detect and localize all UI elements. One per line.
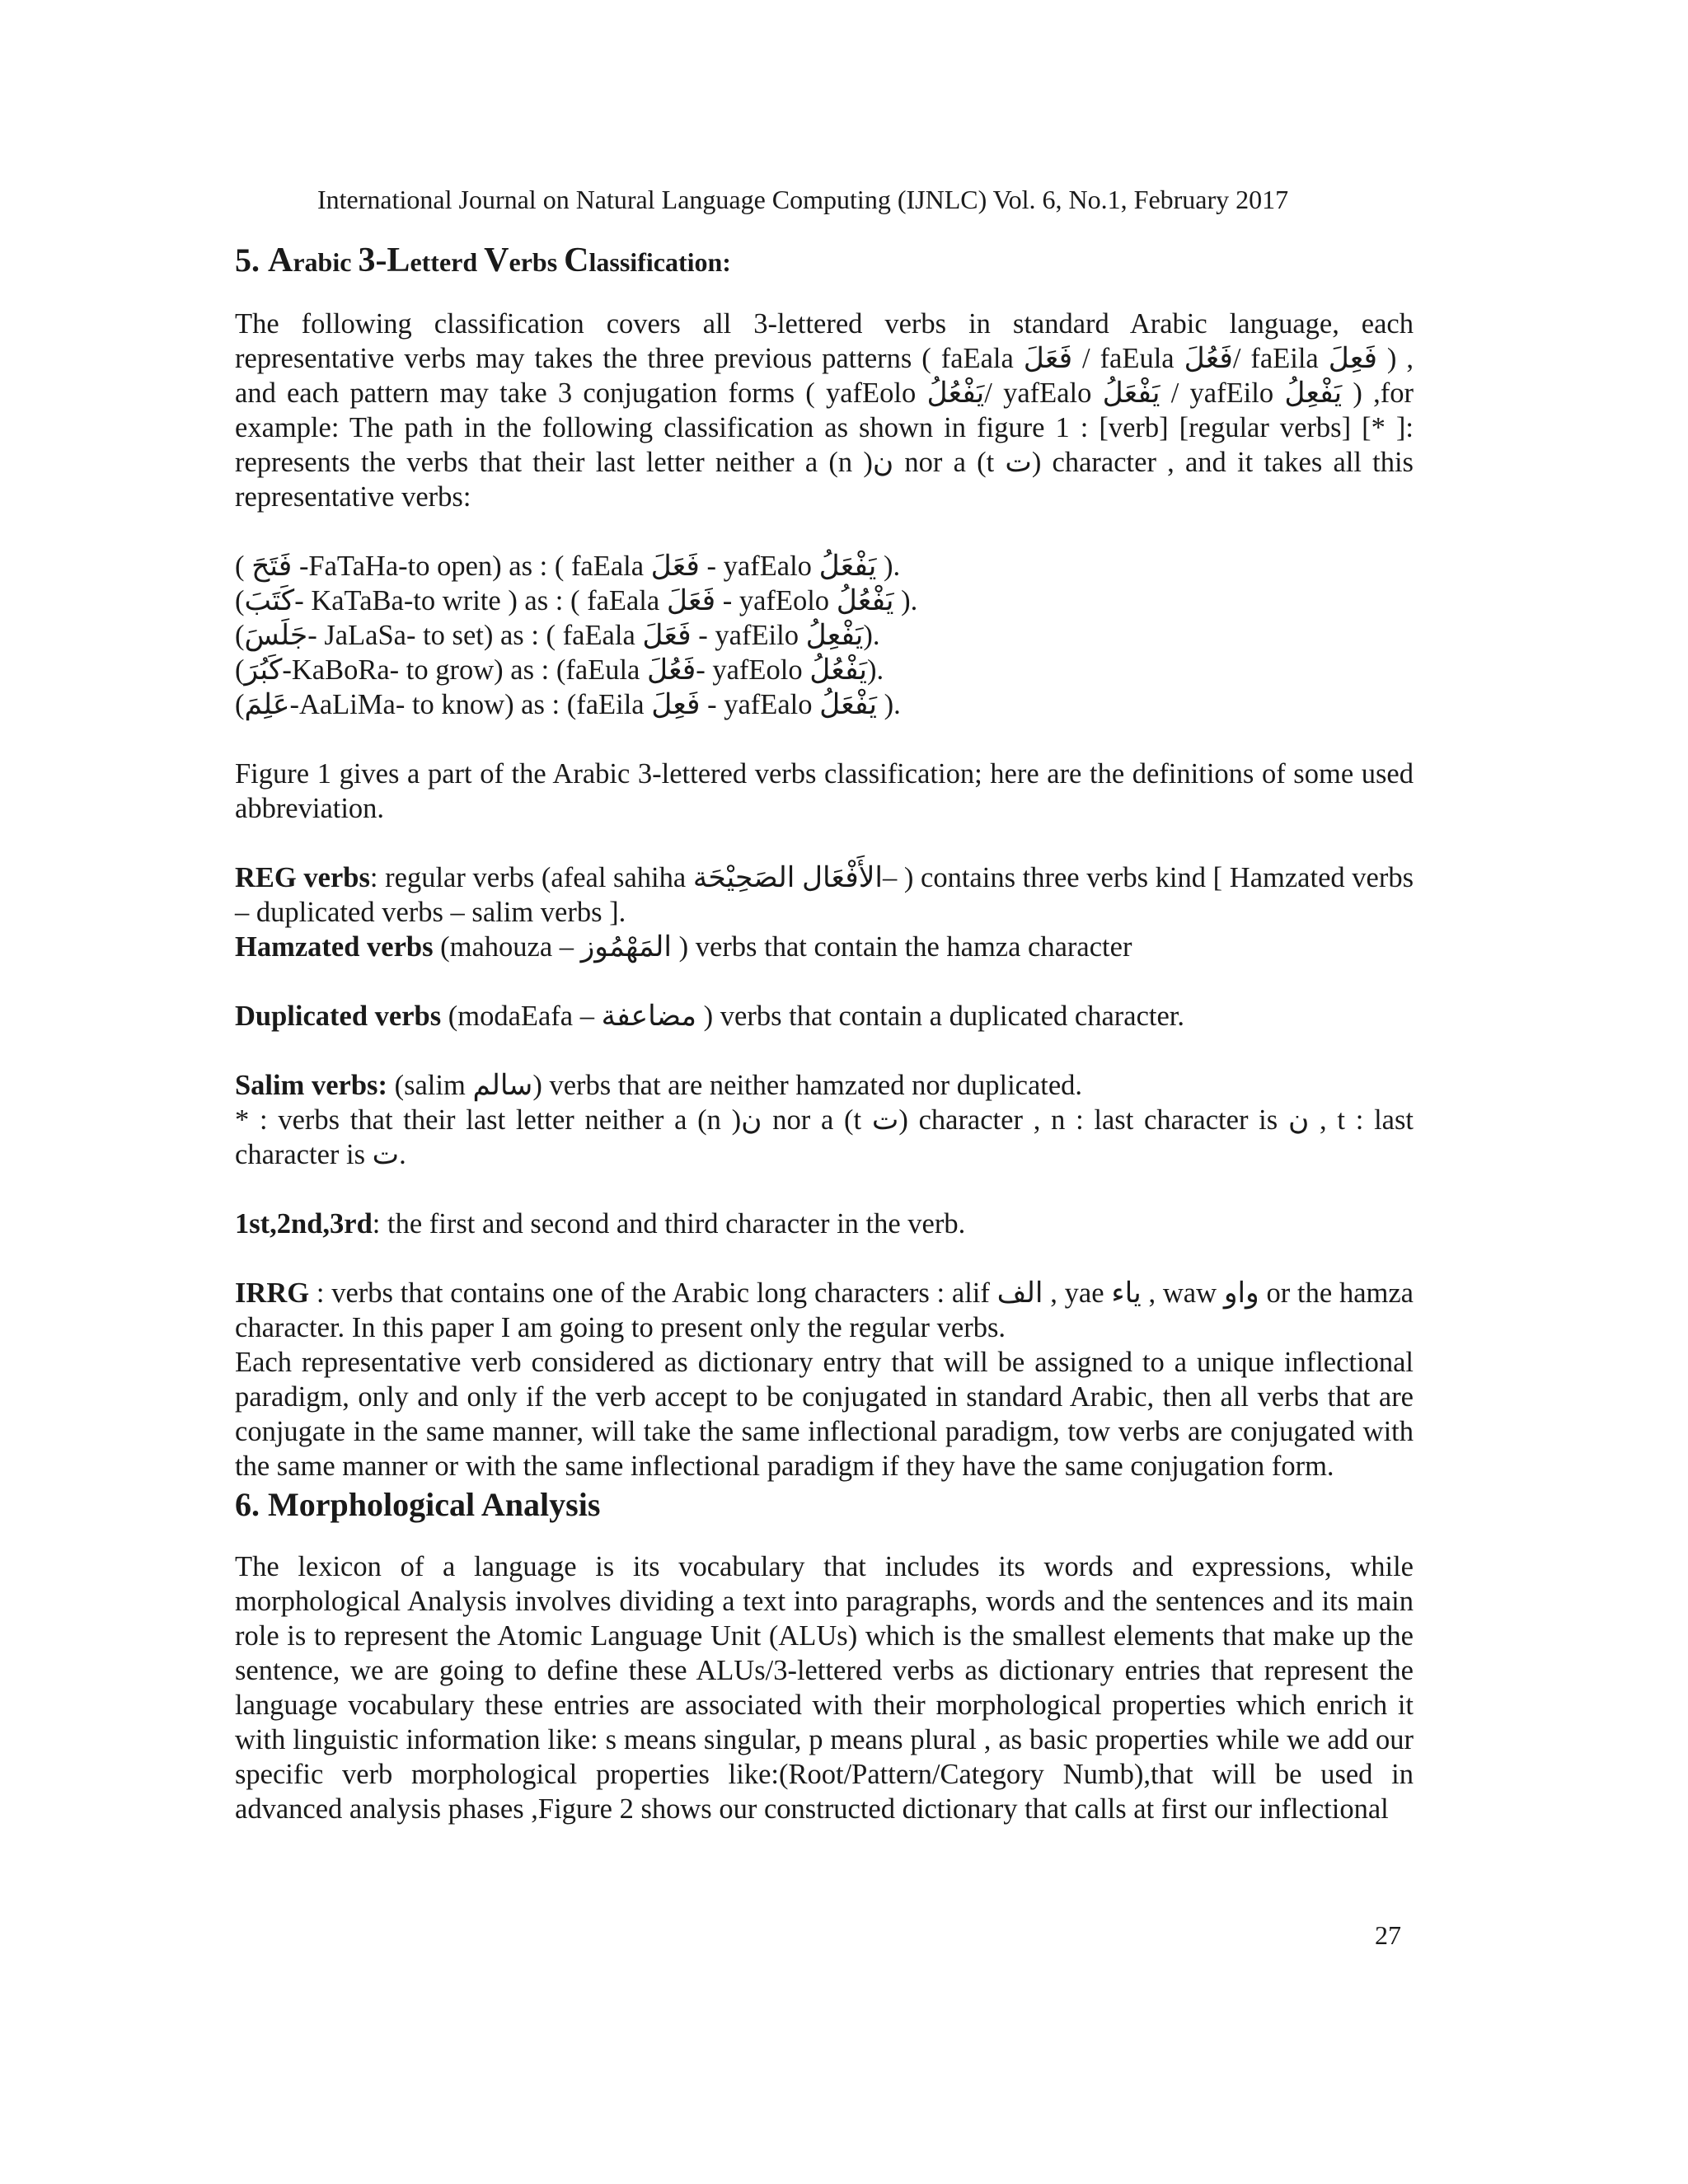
- heading-part: 3-L: [358, 241, 410, 279]
- irrg-definition: [235, 1276, 1414, 1345]
- example-verbs-list: [235, 549, 1414, 722]
- morphological-analysis-paragraph: The lexicon of a language is its vocabulary that includes its words and expressions, while morphological Analysis involves dividing a text into paragraphs, words and the sentences and its main role is to represent the Atomic Language Unit (ALUs) which is the smallest elements that make up the sentence, we are going to define these ALUs/3-lettered verbs as dictionary entries that represent the language vocabulary these entries are associated with their morphological properties which enrich it with linguistic information like: s means singular, p means plural , as basic properties while we add our specific verb morphological properties like:(Root/Pattern/Category Numb),that will be used in advanced analysis phases ,Figure 2 shows our constructed dictionary that calls at first our inflectional: [235, 1551, 1414, 1825]
- section-5-heading: [235, 239, 1414, 284]
- definition-text: (salim سالم) verbs that are neither hamzated nor duplicated.: [387, 1070, 1083, 1101]
- hamzated-verbs-definition: [235, 930, 1414, 964]
- definition-term: Duplicated verbs: [235, 1001, 442, 1032]
- section-number: 5.: [235, 241, 260, 279]
- definition-text: : verbs that contains one of the Arabic long characters : alif الف , yae ياء , waw واو or the hamza character. In this paper I am going to present only the regular verbs.: [235, 1277, 1414, 1343]
- definition-term: IRRG: [235, 1277, 310, 1309]
- definition-text: : the first and second and third character in the verb.: [372, 1208, 966, 1240]
- classification-intro-paragraph: The following classification covers all 3-lettered verbs in standard Arabic language, each representative verbs may takes the three previous patterns ( faEala فَعَلَ / faEula فَعُلَ/ faEila فَعِلَ ) , and each pattern may take 3 conjugation forms ( yafEolo يَفْعُلُ/ yafEalo يَفْعَلُ / yafEilo يَفْعِلُ ) ,for example: The path in the following classification as shown in figure 1 : [verb] [regular verbs] [* ]: represents the verbs that their last letter neither a (n )ن nor a (t ت) character , and it takes all this representative verbs:: [235, 308, 1414, 513]
- figure-intro-paragraph: Figure 1 gives a part of the Arabic 3-lettered verbs classification; here are the definitions of some used abbreviation.: [235, 758, 1414, 824]
- definition-term: 1st,2nd,3rd: [235, 1208, 373, 1240]
- example-verb-line: (كَتَبَ- KaTaBa-to write ) as : ( faEala فَعَلَ - yafEolo يَفْعُلُ ).: [235, 585, 918, 616]
- definition-text: (modaEafa – مضاعفة ) verbs that contain a duplicated character.: [441, 1001, 1185, 1032]
- heading-part: V: [484, 241, 509, 279]
- example-verb-line: ( فَتَحَ -FaTaHa-to open) as : ( faEala فَعَلَ - yafEalo يَفْعَلُ ).: [235, 551, 901, 582]
- heading-part: C: [564, 241, 589, 279]
- section-6-heading: 6. Morphological Analysis: [235, 1486, 601, 1523]
- definition-term: Salim verbs:: [235, 1070, 387, 1101]
- ordinal-definition: [235, 1207, 1414, 1241]
- definition-text: : regular verbs (afeal sahiha الأَفْعَال الصَحِيْحَة– ) contains three verbs kind [ Hamzated verbs – duplicated verbs – salim verbs ].: [235, 862, 1414, 928]
- heading-part: lassification:: [588, 247, 731, 277]
- page-number: 27: [1375, 1920, 1401, 1950]
- definition-text: (mahouza – المَهْمُوز ) verbs that contain the hamza character: [433, 931, 1132, 963]
- dictionary-entry-paragraph: Each representative verb considered as dictionary entry that will be assigned to a unique inflectional paradigm, only and only if the verb accept to be conjugated in standard Arabic, then all verbs that are conjugate in the same manner, will take the same inflectional paradigm, tow verbs are conjugated with the same manner or with the same inflectional paradigm if they have the same conjugation form.: [235, 1347, 1414, 1482]
- heading-part: A: [268, 241, 293, 279]
- example-verb-line: (عَلِمَ-AaLiMa- to know) as : (faEila فَعِلَ - yafEalo يَفْعَلُ ).: [235, 689, 901, 720]
- definition-term: Hamzated verbs: [235, 931, 434, 963]
- duplicated-verbs-definition: [235, 999, 1414, 1033]
- page-content: [235, 239, 1414, 1826]
- reg-verbs-definition: [235, 860, 1414, 930]
- heading-part: erbs: [509, 247, 565, 277]
- salim-verbs-definition: [235, 1068, 1414, 1103]
- example-verb-line: (كَبُرَ-KaBoRa- to grow) as : (faEula فَعُلَ- yafEolo يَفْعُلُ).: [235, 654, 884, 686]
- star-definition: * : verbs that their last letter neither a (n )ن nor a (t ت) character , n : last character is ن , t : last character is ت.: [235, 1104, 1414, 1170]
- example-verb-line: (جَلَسَ- JaLaSa- to set) as : ( faEala فَعَلَ - yafEilo يَفْعِلُ).: [235, 620, 880, 651]
- running-header: International Journal on Natural Language Computing (IJNLC) Vol. 6, No.1, February 2017: [317, 185, 1289, 214]
- heading-part: etterd: [410, 247, 485, 277]
- heading-part: rabic: [293, 247, 359, 277]
- definition-term: REG verbs: [235, 862, 370, 893]
